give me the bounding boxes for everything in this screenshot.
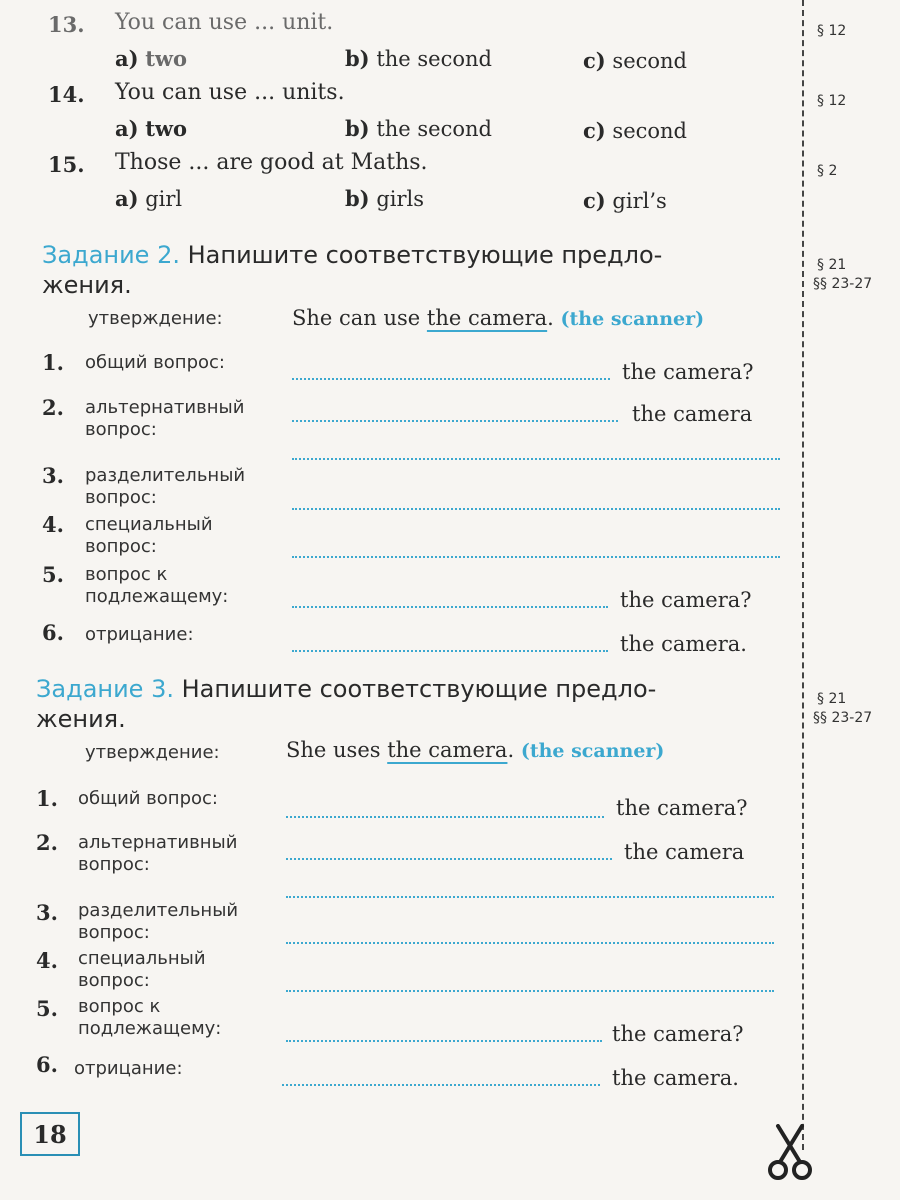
answer-line[interactable] xyxy=(286,942,774,944)
item-number: 3. xyxy=(42,463,64,488)
statement-label: утверждение: xyxy=(88,308,223,329)
task-title-line2: жения. xyxy=(36,705,126,733)
item-label: отрицание: xyxy=(74,1058,183,1079)
answer-tail: the camera xyxy=(632,402,753,426)
answer-tail: the camera? xyxy=(620,588,752,612)
answer-line[interactable] xyxy=(286,896,774,898)
option-b: b) girls xyxy=(345,186,425,211)
section-ref: § 12 xyxy=(817,23,847,39)
option-a: a) two xyxy=(115,46,188,71)
item-number: 6. xyxy=(42,620,64,645)
answer-tail: the camera? xyxy=(616,796,748,820)
item-number: 4. xyxy=(42,512,64,537)
answer-line[interactable] xyxy=(282,1084,600,1086)
answer-tail: the camera? xyxy=(612,1022,744,1046)
item-label: вопрос к подлежащему: xyxy=(85,564,229,607)
answer-line[interactable] xyxy=(292,556,780,558)
item-number: 5. xyxy=(42,562,64,587)
question-text: Those ... are good at Maths. xyxy=(115,150,428,175)
page-number: 18 xyxy=(20,1112,80,1156)
item-label: альтернативный вопрос: xyxy=(78,832,238,875)
section-ref: § 2 xyxy=(817,163,838,179)
item-number: 2. xyxy=(36,830,58,855)
answer-line[interactable] xyxy=(286,1040,602,1042)
option-c: c) girl’s xyxy=(583,188,667,213)
answer-tail: the camera xyxy=(624,840,745,864)
section-ref: § 21 xyxy=(817,691,847,707)
item-label: разделительный вопрос: xyxy=(78,900,239,943)
question-text: You can use ... units. xyxy=(115,80,345,105)
item-number: 5. xyxy=(36,996,58,1021)
item-number: 6. xyxy=(36,1052,58,1077)
option-b: b) the second xyxy=(345,116,492,141)
section-ref: §§ 23-27 xyxy=(813,710,873,726)
option-b: b) the second xyxy=(345,46,492,71)
question-number: 14. xyxy=(48,82,85,107)
item-label: отрицание: xyxy=(85,624,194,645)
section-ref: § 21 xyxy=(817,257,847,273)
answer-line[interactable] xyxy=(286,816,604,818)
answer-line[interactable] xyxy=(292,650,608,652)
answer-line[interactable] xyxy=(292,458,780,460)
item-number: 3. xyxy=(36,900,58,925)
item-label: специальный вопрос: xyxy=(78,948,206,991)
statement-label: утверждение: xyxy=(85,742,220,763)
question-number: 13. xyxy=(48,12,85,37)
item-label: альтернативный вопрос: xyxy=(85,397,245,440)
statement: She can use the camera. (the scanner) xyxy=(292,306,705,330)
question-text: You can use ... unit. xyxy=(115,10,334,35)
answer-line[interactable] xyxy=(292,508,780,510)
task-label: Задание 2. xyxy=(42,241,180,269)
answer-line[interactable] xyxy=(292,606,608,608)
scissors-icon xyxy=(766,1124,814,1180)
option-a: a) two xyxy=(115,116,188,141)
task-title xyxy=(42,240,802,300)
section-ref: §§ 23-27 xyxy=(813,276,873,292)
answer-tail: the camera? xyxy=(622,360,754,384)
answer-line[interactable] xyxy=(292,378,610,380)
task-title xyxy=(36,674,802,734)
answer-tail: the camera. xyxy=(612,1066,739,1090)
task-title-line1: Напишите соответствующие предло- xyxy=(187,241,663,269)
item-number: 2. xyxy=(42,395,64,420)
item-label: разделительный вопрос: xyxy=(85,465,246,508)
item-label: общий вопрос: xyxy=(85,352,225,373)
item-label: специальный вопрос: xyxy=(85,514,213,557)
task-title-line2: жения. xyxy=(42,271,132,299)
option-c: c) second xyxy=(583,118,687,143)
item-number: 1. xyxy=(36,786,58,811)
task-label: Задание 3. xyxy=(36,675,174,703)
answer-line[interactable] xyxy=(292,420,618,422)
item-label: вопрос к подлежащему: xyxy=(78,996,222,1039)
section-ref: § 12 xyxy=(817,93,847,109)
cut-line xyxy=(802,0,804,1150)
answer-line[interactable] xyxy=(286,858,612,860)
task-title-line1: Напишите соответствующие предло- xyxy=(181,675,657,703)
item-label: общий вопрос: xyxy=(78,788,218,809)
option-c: c) second xyxy=(583,48,687,73)
option-a: a) girl xyxy=(115,186,183,211)
question-number: 15. xyxy=(48,152,85,177)
answer-line[interactable] xyxy=(286,990,774,992)
statement: She uses the camera. (the scanner) xyxy=(286,738,665,762)
item-number: 1. xyxy=(42,350,64,375)
item-number: 4. xyxy=(36,948,58,973)
answer-tail: the camera. xyxy=(620,632,747,656)
